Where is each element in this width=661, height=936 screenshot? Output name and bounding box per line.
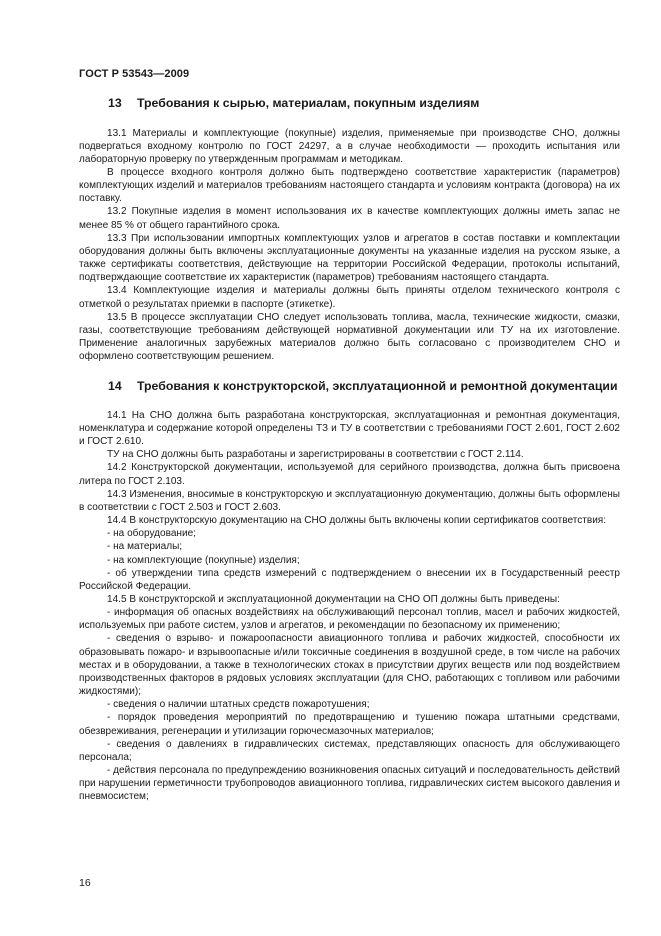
paragraph: 13.4 Комплектующие изделия и материалы должны быть приняты отделом технического контроля с отметкой о результатах приемки в паспорте (этикетке).: [79, 285, 620, 310]
paragraph: - на материалы;: [107, 541, 183, 553]
paragraph: 14.5 В конструкторской и эксплуатационной документации на СНО ОП должны быть приведены:: [107, 594, 560, 605]
page-number: 16: [79, 877, 91, 889]
paragraph: - информация об опасных воздействиях на обслуживающий персонал топлив, масел и рабочих жидкостей, используемых при работе систем, узлов и агрегатов, и рекомендации по безопасному их применению;: [79, 607, 620, 632]
section-13-body: [79, 127, 620, 364]
paragraph: - сведения о наличии штатных средств пожаротушения;: [107, 699, 370, 711]
paragraph: 14.1 На СНО должна быть разработана конструкторская, эксплуатационная и ремонтная документация, номенклатура и содержание которой определены ТЗ и ТУ в соответствии с требованиями ГОСТ 2.601, ГОСТ 2.602 и ГОСТ 2.610.: [79, 409, 620, 448]
paragraph: В процессе входного контроля должно быть подтверждено соответствие характеристик (параметров) комплектующих изделий и материалов требованиям настоящего стандарта и условиям контракта (договора) на их поставку.: [79, 166, 620, 205]
section-14-number: 14: [108, 379, 122, 394]
document-header: ГОСТ Р 53543—2009: [79, 68, 190, 80]
paragraph: 14.2 Конструкторской документации, используемой для серийного производства, должна быть присвоена литера по ГОСТ 2.103.: [79, 462, 620, 487]
paragraph: - сведения о взрыво- и пожароопасности авиационного топлива и рабочих жидкостей, способности их образовывать пожаро- и взрывоопасные и/или токсичные соединения в воздушной среде, в том числе на рабочих местах и в оборудовании, а также в технологических стоках в присутствии других веществ или под воздействием производственных факторов в рядовых условиях эксплуатации (для СНО, работающих с топливом или рабочими жидкостями);: [79, 633, 620, 698]
paragraph: 14.4 В конструкторскую документацию на СНО должны быть включены копии сертификатов соответствия:: [107, 515, 607, 527]
paragraph: 13.2 Покупные изделия в момент использования их в качестве комплектующих должны иметь запас не менее 85 % от общего гарантийного срока.: [79, 206, 620, 231]
paragraph: - порядок проведения мероприятий по предотвращению и тушению пожара штатными средствами, обезвреживания, регенерации и утилизации горючесмазочных материалов;: [79, 712, 620, 737]
paragraph: 13.5 В процессе эксплуатации СНО следует использовать топлива, масла, технические жидкости, смазки, газы, соответствующие требованиям действующей нормативной документации или ТУ на их изготовление. Применение аналогичных зарубежных материалов должно быть согласовано с производителем СНО и оформлено соответствующим решением.: [79, 311, 620, 363]
paragraph: ТУ на СНО должны быть разработаны и зарегистрированы в соответствии с ГОСТ 2.114.: [107, 449, 524, 461]
section-14-heading: [79, 379, 620, 395]
section-14-title: Требования к конструкторской, эксплуатационной и ремонтной документации: [137, 379, 618, 394]
section-14-body: [79, 409, 620, 804]
page-content: [79, 96, 620, 804]
paragraph: - об утверждении типа средств измерений с подтверждением о внесении их в Государственный реестр Российской Федерации.: [79, 567, 620, 592]
paragraph: - на комплектующие (покупные) изделия;: [107, 554, 300, 566]
paragraph: 13.3 При использовании импортных комплектующих узлов и агрегатов в состав поставки и комплектации оборудования должны быть включены эксплуатационные документы на указанные изделия на русском языке, а также сертификаты соответствия, действующие на территории Российской Федерации, протоколы испытаний, подтверждающие соответствие их характеристик (параметров) требованиям настоящего стандарта.: [79, 232, 620, 284]
paragraph: 14.3 Изменения, вносимые в конструкторскую и эксплуатационную документацию, должны быть оформлены в соответствии с ГОСТ 2.503 и ГОСТ 2.603.: [79, 488, 620, 513]
paragraph: 13.1 Материалы и комплектующие (покупные) изделия, применяемые при производстве СНО, должны подвергаться входному контролю по ГОСТ 24297, а в случае необходимости — проходить испытания или лабораторную проверку по утвержденным программам и методикам.: [79, 127, 620, 165]
section-13-title: Требования к сырью, материалам, покупным изделиям: [137, 96, 480, 110]
paragraph: - сведения о давлениях в гидравлических системах, представляющих опасность для обслуживающего персонала;: [79, 738, 620, 763]
section-13-number: 13: [108, 96, 122, 110]
paragraph: - действия персонала по предупреждению возникновения опасных ситуаций и последовательность действий при нарушении герметичности трубопроводов авиационного топлива, гидравлических систем высокого давления и пневмосистем;: [79, 765, 620, 803]
section-13-heading: [79, 96, 620, 112]
paragraph: - на оборудование;: [107, 528, 196, 540]
